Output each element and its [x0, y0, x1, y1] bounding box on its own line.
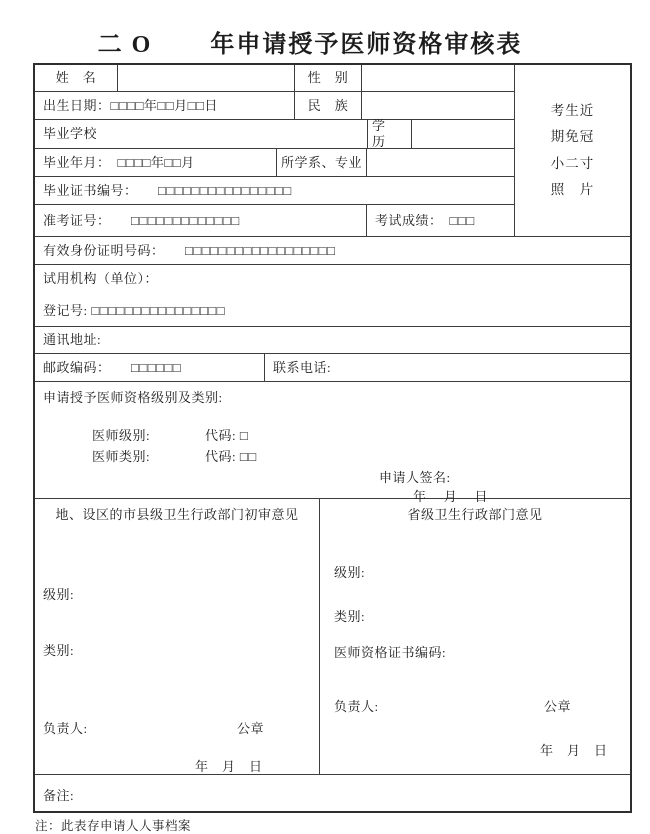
trial-org-label: 试用机构（单位）： — [43, 271, 159, 286]
photo-line-1: 考生近 — [550, 102, 595, 118]
dept-label: 所学系、专业 — [281, 154, 363, 170]
birth-date-label: 出生日期：□□□□年□□月□□日 — [43, 97, 218, 113]
name-value-cell — [118, 65, 295, 92]
ethnic-label: 民 族 — [307, 97, 349, 113]
diploma-number-cell — [35, 177, 515, 205]
sex-value-cell — [362, 65, 515, 92]
name-label-cell — [35, 65, 118, 92]
city-category-label: 类别: — [43, 643, 75, 658]
diploma-number-label: 毕业证书编号： □□□□□□□□□□□□□□□□ — [43, 182, 292, 198]
dept-value-cell — [367, 149, 515, 177]
ethnic-label-cell — [295, 92, 362, 120]
remarks-label: 备注: — [43, 788, 75, 804]
province-manager-label: 负责人: — [334, 699, 379, 714]
physician-level-label: 医师级别: — [92, 428, 151, 443]
province-review-heading: 省级卫生行政部门意见 — [407, 507, 543, 522]
birth-date-cell — [35, 92, 295, 120]
degree-label: 学 历 — [372, 118, 400, 149]
physician-category-label: 医师类别: — [92, 449, 151, 464]
province-seal-label: 公章 — [544, 699, 572, 714]
address-label: 通讯地址: — [43, 332, 102, 348]
exam-score-cell — [367, 205, 515, 237]
trial-org-cell — [35, 265, 630, 327]
remarks-cell — [35, 775, 630, 811]
postal-code-cell — [35, 354, 265, 382]
city-date-label: 年 月 日 — [195, 759, 263, 774]
photo-line-3: 小二寸 — [550, 155, 595, 171]
apply-heading: 申请授予医师资格级别及类别: — [43, 390, 223, 405]
ethnic-value-cell — [362, 92, 515, 120]
city-seal-label: 公章 — [237, 721, 265, 736]
phone-label: 联系电话: — [273, 359, 332, 375]
city-review-heading: 地、设区的市县级卫生行政部门初审意见 — [55, 507, 299, 522]
name-label: 姓 名 — [55, 70, 97, 86]
photo-line-4: 照 片 — [550, 181, 595, 197]
physician-level-code: 代码: □ — [205, 428, 249, 443]
sex-label-cell — [295, 65, 362, 92]
address-cell — [35, 327, 630, 354]
applicant-signature-label: 申请人签名: — [379, 470, 451, 485]
city-level-label: 级别: — [43, 587, 75, 602]
photo-line-2: 期免冠 — [550, 129, 595, 145]
phone-cell — [265, 354, 630, 382]
exam-score-label: 考试成绩： □□□ — [375, 212, 475, 228]
title-main: 年申请授予医师资格审核表 — [210, 32, 523, 58]
dept-label-cell — [277, 149, 367, 177]
exam-number-label: 准考证号： □□□□□□□□□□□□□ — [43, 212, 240, 228]
city-manager-label: 负责人: — [43, 721, 88, 736]
school-cell — [35, 120, 368, 149]
exam-number-cell — [35, 205, 367, 237]
province-level-label: 级别: — [334, 565, 366, 580]
province-category-label: 类别: — [334, 609, 366, 624]
degree-label-cell — [368, 120, 412, 149]
title-year-prefix: 二 O — [97, 32, 153, 58]
id-number-label: 有效身份证明号码： □□□□□□□□□□□□□□□□□□ — [43, 242, 336, 258]
physician-category-code: 代码: □□ — [205, 449, 257, 464]
school-label: 毕业学校 — [43, 126, 98, 142]
apply-section — [35, 382, 630, 504]
page-title — [0, 24, 650, 59]
degree-value-cell — [412, 120, 515, 149]
postal-code-label: 邮政编码： □□□□□□ — [43, 359, 182, 375]
grad-date-cell — [35, 149, 277, 177]
sex-label: 性 别 — [307, 70, 349, 86]
grad-date-label: 毕业年月： □□□□年□□月 — [43, 154, 195, 170]
photo-box — [515, 65, 630, 237]
city-review-section — [35, 499, 320, 775]
id-number-cell — [35, 237, 630, 265]
registration-number-label: 登记号: □□□□□□□□□□□□□□□□ — [43, 303, 225, 319]
certificate-number-label: 医师资格证书编码: — [334, 645, 447, 660]
form-table — [33, 63, 632, 813]
footnote: 注：此表存申请人人事档案 — [35, 819, 192, 833]
province-date-label: 年 月 日 — [540, 743, 608, 758]
province-review-section — [320, 499, 630, 775]
apply-date-label: 年 月 日 — [413, 489, 489, 504]
